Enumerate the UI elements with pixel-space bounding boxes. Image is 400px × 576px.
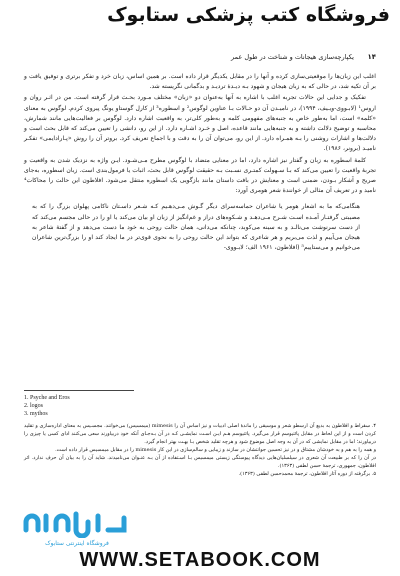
website-url[interactable]: WWW.SETABOOK.COM xyxy=(79,549,321,571)
running-title: یکپارچه‌سازی هیجانات و شناخت در طول عمر xyxy=(231,53,354,61)
footnote: 2. logos xyxy=(24,403,44,409)
latin-footnotes xyxy=(24,394,70,418)
block-quote: هنگامی‌که ما به اشعار هومر یا شاعران حماسه‌سرای دیگر گـوش مـی‌دهـیم کـه شـعر داسـتان ناکامی پهلوان بزرگ را که به مصیبتی گرفتـار آمـده اسـت شـرح مـی‌دهـد و شـکوه‌های دراز و غم‌انگیز از زبان او بیان می‌کند یا او را در حالی مجسم می‌کند که از دست سرنوشت می‌نالـد و به سینه می‌کوبد، چنانکه می‌دانی، همان حالت روحی به خود ما دست می‌دهد و از گفتۀ شاعر به هیجان می‌آییم و لذت می‌بریم و هر شاعری که بتواند این حالت روحی را به نحوی قوی‌تر در ما ایجاد کند او را بزرگ‌ترین شاعران می‌خوانیم و می‌ستاییم⁵ (افلاطون، ۱۹۶۱ الف؛ لابـووی- xyxy=(32,203,360,252)
page-number: ۱۴ xyxy=(367,53,376,61)
footnote: 3. mythos xyxy=(24,411,48,417)
paragraph: کلمۀ اسطوره به زبان و گفتار نیز اشاره دارد، اما در معنایی متضاد با لوگوس مطرح مـی‌شـود. ایـن واژه به نزدیک شدن به واقعیت و تجربۀ واقعیت را تعیین می‌کند که بـا سـهولت کمتـری نسـبت بـه حقیقت لوگوس قابل بحث، اثبات یا فرمول‌بندی است. زبان اسطوره، به‌جای صریح و آشکار بـودن، ضمنی است و معنایش در بافت داستان مانند بازگویی یک اسطوره منتقل می‌شود. افلاطون این حالت را محاکات⁴ نامید و در تعریف آن مثالی از خوانندۀ شعر هومری آورد: xyxy=(24,156,376,195)
paragraph: تفکیک و جدایی این حالات تجربه اغلب با اشاره به آنها به‌عنوان دو «زبان» مختلف مـورد بحـث قرار گرفته است. من در اثـر روان و اروس¹ (لابـووی-ویـیف، ۱۹۹۴)، در نامیـدن آن دو حـالات بـا عناوین لوگوس² و اسطوره³ از کارل گوستاو یونگ پیروی کردم. لوگوس به معنای «کلمه» است، اما به‌طور خاص به جنبه‌های مفهومی کلمه و به‌طور کلی‌تر، به واقعیت اشاره دارد. لوگوس بر فعالیت‌هایی مانند شمارش، محاسبه و توضیح دلالت داشته و به جنبه‌هایی مانند قاعده، اصل و خـرد اشـاره دارد. از این رو، دانشی را تعیین می‌کند که قابل بحث است و دلالت‌ها و اشارات روشنی را بـه همـراه دارد. از این رو، می‌توان آن را به دقت و با اجماع تعریف کرد. بروتر آن را روش «پـارادایمی» تفکـر نامیـد (برونر، ۱۹۸۶). xyxy=(24,94,376,153)
setabook-logo xyxy=(18,500,136,556)
footnote: ۵. برگرفته از دوره آثار افلاطون، ترجمۀ محمدحسن لطفی (۱۳۶۳). xyxy=(238,471,376,477)
persian-footnotes xyxy=(24,422,376,478)
running-head xyxy=(24,53,376,65)
footnote-rule xyxy=(24,390,134,391)
footnote: در آن را که بر طبیعت آن شعری در سیلسلیان‌هایی دیدگاه پیوستگی زیستی میمسیس بـا اسـتفاده از آن بـه عنـوان می‌نامیدند. شاید آن را به بیان آن حرف ندارد. اثر افلاطون، جمهوری، ترجمۀ حسن لطفی (۱۳۶۳). xyxy=(24,455,376,469)
paragraph: اغلب این زبان‌ها را موقعیتی‌سازی کرده و آنها را در مقابل یکدیگر قرار داده است. بر همین اساس، زبان خرد و تفکر برتری و توفیق یافت و بر آن تکیه شد، در حالی که به زبان هیجان و شهود بـه دیـدۀ تردیـد و بدگمانی نگریسته شد. xyxy=(24,73,376,91)
footnote: 1. Psyche and Eros xyxy=(24,395,70,401)
footnote: و همه را به هم و به خودشان مشتاق و در نیز تحسین جوانتشان در سازند و زیبایی و سالم‌سازی در این کار mimesis را در مقابل میمسیس قرار داده است. xyxy=(55,447,376,453)
store-title: فروشگاه کتب پزشکی ستابوک xyxy=(107,4,390,26)
footnote: ۴. سقراط و افلاطون به بدیع آن ارسطو شعر و موسیقی را ماندۀ اصلی ادبیات و نیز اساس آن را mimesis (میمسیس) می‌خوانند. مجسـیس به معنای اداره‌سازی و تقلید کردن است و از این لحاظ در مقابل پائتیوسم قرار می‌گیرد. پائتیوسم هـم ایـن اسـت نمایشـی کـه در آن بـه‌جـای آنکه خود دربیاورند سعی می‌کنند ادای کسی یا چیزی را دربیاورند؛ اما در مقابل نمایشی که در آن به وجه اصل موضوع شود و هرچه تقلید شخص بـا بهـت بهتر انجام گیرد. xyxy=(24,423,376,445)
logo-text: فروشگاه اینترنتی ستابوک xyxy=(45,540,109,547)
body-text xyxy=(24,72,376,253)
